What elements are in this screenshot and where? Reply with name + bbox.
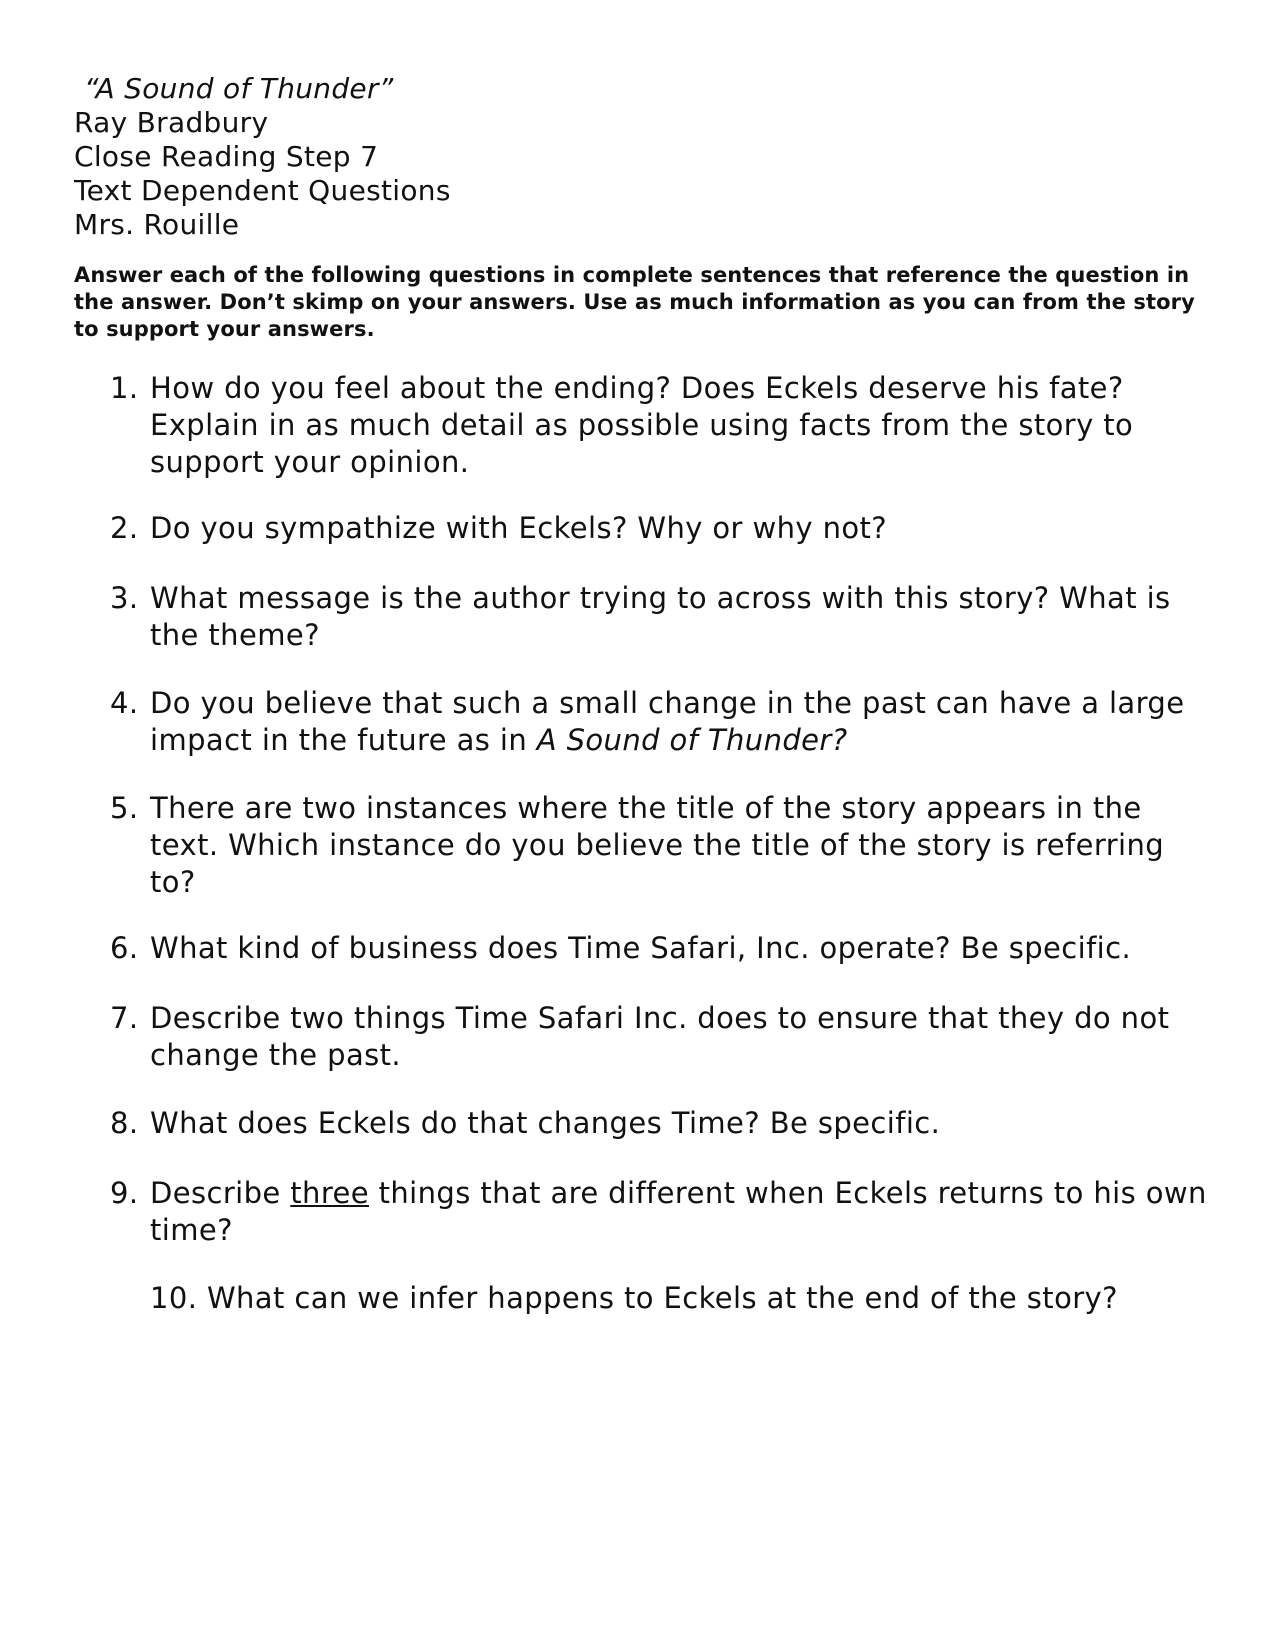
question-text: How do you feel about the ending? Does Eckels deserve his fate? Explain in as much detail as possible using facts from the story to support your opinion. bbox=[150, 371, 1134, 479]
question-text: Describe two things Time Safari Inc. does to ensure that they do not change the past. bbox=[150, 1001, 1170, 1072]
question-text-plain: Do you believe that such a small change in the past can have a large impact in the future as in bbox=[150, 686, 1185, 757]
question-number: 5. bbox=[110, 791, 139, 825]
question-text bbox=[150, 1280, 1210, 1317]
question-text-plain: What can we infer happens to Eckels at the end of the story? bbox=[206, 1281, 1118, 1315]
question-number: 10. bbox=[150, 1281, 198, 1315]
question-text bbox=[150, 685, 1210, 759]
question-text: What does Eckels do that changes Time? Be specific. bbox=[150, 1106, 941, 1140]
story-title-italic: A Sound of Thunder? bbox=[536, 723, 848, 757]
question-text: There are two instances where the title of the story appears in the text. Which instance do you believe the title of the story is referring to? bbox=[150, 791, 1165, 899]
author-name: Ray Bradbury bbox=[74, 106, 269, 139]
question-text-plain: Describe bbox=[150, 1176, 291, 1210]
question-number: 1. bbox=[110, 371, 139, 405]
question-number: 6. bbox=[110, 931, 139, 965]
question-number: 2. bbox=[110, 511, 139, 545]
question-text-plain: things that are different when Eckels returns to his own time? bbox=[150, 1176, 1207, 1247]
question-number: 4. bbox=[110, 686, 139, 720]
question-text: Do you sympathize with Eckels? Why or why not? bbox=[150, 511, 888, 545]
question-text: What kind of business does Time Safari, Inc. operate? Be specific. bbox=[150, 931, 1132, 965]
question-number: 9. bbox=[110, 1176, 139, 1210]
question-text: What message is the author trying to across with this story? What is the theme? bbox=[150, 581, 1171, 652]
question-number: 8. bbox=[110, 1106, 139, 1140]
worksheet-subtitle: Text Dependent Questions bbox=[74, 174, 451, 207]
worksheet-header bbox=[74, 72, 451, 242]
teacher-name: Mrs. Rouille bbox=[74, 208, 240, 241]
instructions-paragraph: Answer each of the following questions in complete sentences that reference the question in the answer. Don’t skimp on your answers. Use as much information as you can from the story to support your answers. bbox=[74, 263, 1195, 341]
question-number: 3. bbox=[110, 581, 139, 615]
step-label: Close Reading Step 7 bbox=[74, 140, 379, 173]
story-title: “A Sound of Thunder” bbox=[84, 72, 394, 105]
emphasis-underlined: three bbox=[290, 1176, 370, 1210]
question-number: 7. bbox=[110, 1001, 139, 1035]
question-text bbox=[150, 1175, 1210, 1249]
